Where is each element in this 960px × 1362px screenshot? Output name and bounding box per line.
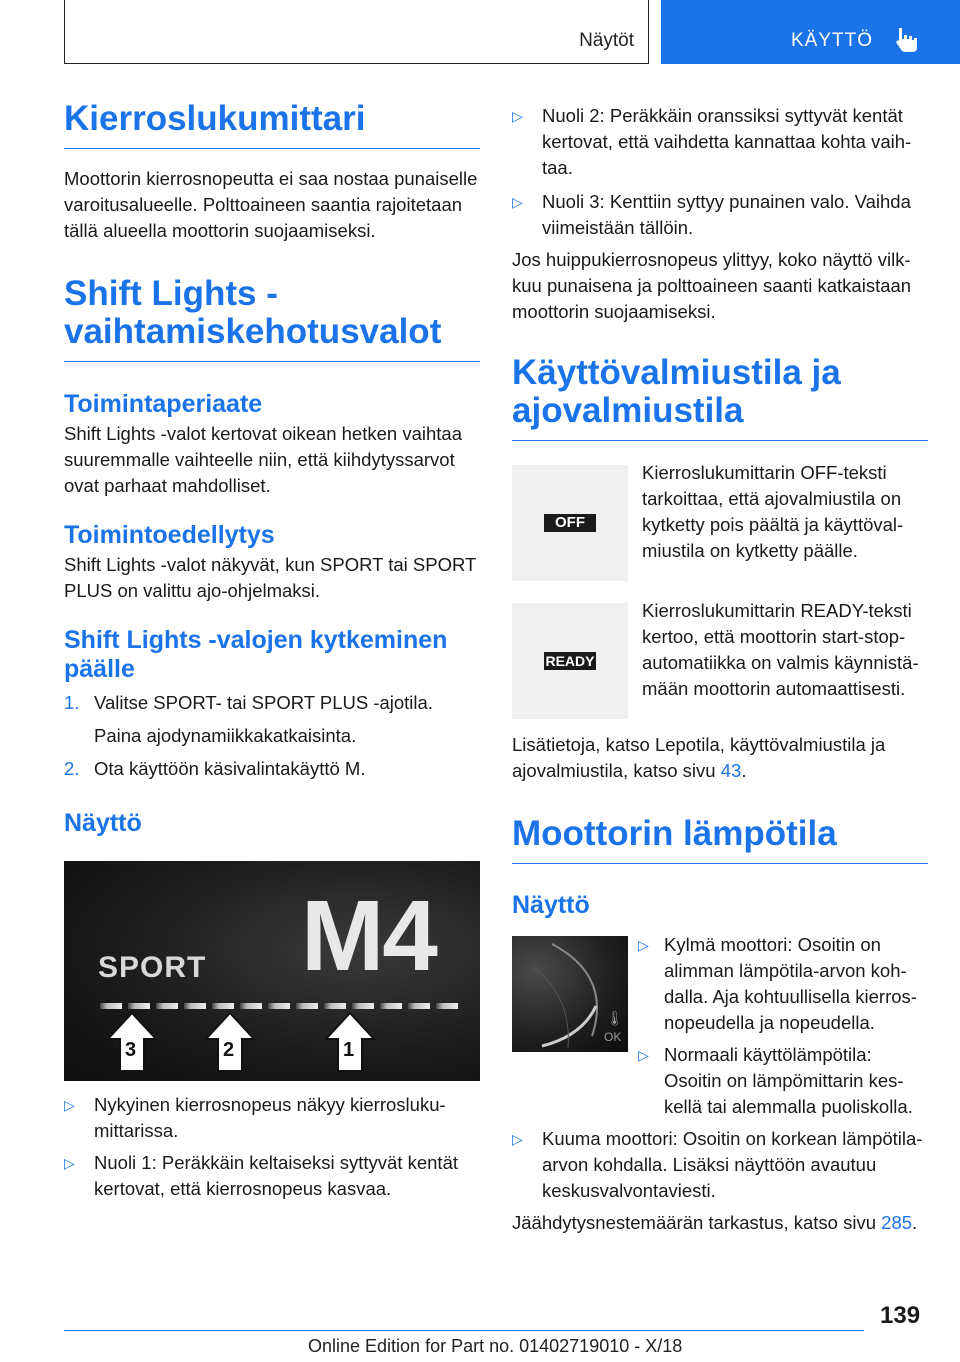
arrow-3-label: 3 (125, 1039, 137, 1061)
header-section-title: Näytöt (579, 30, 634, 51)
triangle-bullet-icon: ▷ (512, 194, 523, 210)
shift-lights-figure (64, 861, 480, 1081)
thermometer-icon: 🌡 (606, 1010, 624, 1026)
figure-mode-label: SPORT (98, 951, 207, 984)
page-link-285[interactable]: 285 (881, 1212, 913, 1233)
paragraph-huippukierrosnopeus: Jos huippukierrosnopeus ylittyy, koko näyttö vilkkuu punaisena ja polttoaineen saanti katkaistaan moottorin suojaamiseksi. (512, 249, 912, 322)
ready-row (512, 600, 928, 719)
heading-naytto: Näyttö (64, 809, 142, 837)
triangle-bullet-icon: ▷ (512, 108, 523, 124)
left-column (64, 100, 480, 1202)
paragraph-kierroslukumittari: Moottorin kierrosnopeutta ei saa nostaa punaiselle varoitusalueelle. Polttoaineen saantia rajoitetaan tällä alueella moottorin suojaamiseksi. (64, 168, 478, 241)
triangle-bullet-icon: ▷ (64, 1155, 75, 1171)
hot-engine-bullets (512, 1126, 928, 1204)
temp-gauge-image (512, 936, 628, 1052)
paragraph-jaahdytys: Jäähdytysnestemäärän tarkastus, katso sivu 285. (512, 1212, 918, 1233)
temp-bullets (638, 932, 928, 1120)
header-chapter-title: KÄYTTÖ (791, 30, 874, 51)
triangle-bullet-icon: ▷ (638, 937, 649, 953)
footer-edition: Online Edition for Part no. 01402719010 - X/18 (308, 1336, 683, 1356)
figure-gear-label: M4 (301, 880, 436, 992)
heading-shift-lights: Shift Lights -vaihtamiskehotusvalot (64, 275, 480, 362)
list-item: ▷ Kuuma moottori: Osoitin on korkean lämpötila-arvon kohdalla. Lisäksi näyttöön avautuu keskusvalvontaviesti. (512, 1128, 923, 1201)
heading-naytto-2: Näyttö (512, 891, 590, 919)
step-number: 1. (64, 692, 80, 713)
right-column (512, 103, 928, 1236)
paragraph-toimintoedellytys: Shift Lights -valot näkyvät, kun SPORT tai SPORT PLUS on valittu ajo-ohjelmaksi. (64, 554, 476, 601)
triangle-bullet-icon: ▷ (512, 1131, 523, 1147)
list-item: ▷ Normaali käyttölämpötila: Osoitin on lämpömittarin keskellä tai alemmalla puoliskolla. (638, 1044, 913, 1117)
off-image (512, 465, 628, 581)
heading-kayttovalmiustila: Käyttövalmiustila ja ajovalmiustila (512, 354, 928, 441)
heading-toimintaperiaate: Toimintaperiaate (64, 390, 263, 418)
ready-label: READY (545, 653, 595, 669)
temp-ok-label: OK (604, 1030, 622, 1044)
step-text: Ota käyttöön käsivalintakäyttö M. (94, 758, 366, 779)
list-item: ▷ Nykyinen kierrosnopeus näkyy kierroslukumittarissa. (64, 1094, 446, 1141)
arrow-bullets (512, 103, 928, 241)
triangle-bullet-icon: ▷ (64, 1097, 75, 1113)
arrow-2-label: 2 (223, 1039, 235, 1061)
step-subtext: Paina ajodynamiikkakatkaisinta. (94, 725, 357, 746)
heading-moottorin-lampotila: Moottorin lämpötila (512, 815, 928, 864)
ready-image (512, 603, 628, 719)
temp-row (512, 936, 928, 1120)
pointing-hand-icon (895, 26, 921, 54)
step-item (64, 690, 480, 749)
page-number: 139 (880, 1302, 921, 1329)
figure-bullets (64, 1092, 480, 1202)
triangle-bullet-icon: ▷ (638, 1047, 649, 1063)
list-item: ▷ Nuoli 2: Peräkkäin oranssiksi syttyvät kentät kertovat, että vaihdetta kannattaa kohta vaihtaa. (512, 105, 912, 178)
off-label: OFF (544, 514, 596, 532)
header-section-tab (64, 0, 649, 64)
footer-divider (64, 1330, 864, 1331)
paragraph-ready: Kierroslukumittarin READY-teksti kertoo, että moottorin start-stop-automatiikka on valmis käynnistämään moottorin automaattisesti. (642, 600, 919, 699)
step-item (64, 756, 480, 782)
off-row (512, 462, 928, 581)
arrow-1-label: 1 (343, 1039, 355, 1061)
paragraph-lisatietoja: Lisätietoja, katso Lepotila, käyttövalmiustila ja ajovalmiustila, katso sivu 43. (512, 734, 886, 781)
heading-toimintoedellytys: Toimintoedellytys (64, 521, 275, 549)
paragraph-off: Kierroslukumittarin OFF-teksti tarkoittaa, että ajovalmiustila on kytketty pois päältä ja käyttövalmiustila on kytketty päälle. (642, 462, 904, 561)
list-item: ▷ Nuoli 1: Peräkkäin keltaiseksi syttyvät kentät kertovat, että kierrosnopeus kasvaa. (64, 1152, 458, 1199)
page-link-43[interactable]: 43 (720, 760, 742, 781)
paragraph-toimintaperiaate: Shift Lights -valot kertovat oikean hetken vaihtaa suuremmalle vaihteelle niin, että kiihdytyssarvot ovat parhaat mahdolliset. (64, 423, 462, 496)
heading-kytkeminen: Shift Lights -valojen kytkeminen päälle (64, 626, 448, 683)
steps-list (64, 690, 480, 782)
list-item: ▷ Nuoli 3: Kenttiin syttyy punainen valo. Vaihda viimeistään tällöin. (512, 191, 911, 238)
step-text: Valitse SPORT- tai SPORT PLUS -ajotila. (94, 692, 433, 713)
heading-kierroslukumittari: Kierroslukumittari (64, 100, 480, 149)
step-number: 2. (64, 758, 80, 779)
list-item: ▷ Kylmä moottori: Osoitin on alimman lämpötila-arvon kohdalla. Aja kohtuullisella kierrosnopeudella ja nopeudella. (638, 934, 917, 1033)
